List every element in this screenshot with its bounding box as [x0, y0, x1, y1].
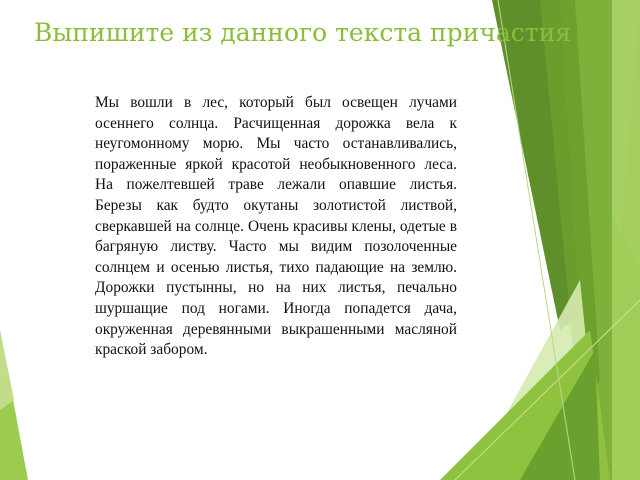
facet-lime-right [612, 0, 640, 480]
slide-body-text: Мы вошли в лес, который был освещен лучами осеннего солнца. Расчищенная дорожка вела к неугомонному морю. Мы часто останавливались, пораженные яркой красотой необыкновенного леса. На пожелтевшей траве лежали опавшие листья. Березы как будто окутаны золотистой листвой, сверкавшей на солнце. Очень красивы клены, одетые в багряную листву. Часто мы видим позолоченные солнцем и осенью листья, тихо падающие на землю. Дорожки пустынны, но на них листья, печально шуршащие под ногами. Иногда попадется дача, окруженная деревянными выкрашенными масляной краской забором. [95, 94, 457, 359]
slide-title: Выпишите из данного текста причастия [34, 18, 572, 47]
facet-left-bottom-light [0, 330, 14, 410]
